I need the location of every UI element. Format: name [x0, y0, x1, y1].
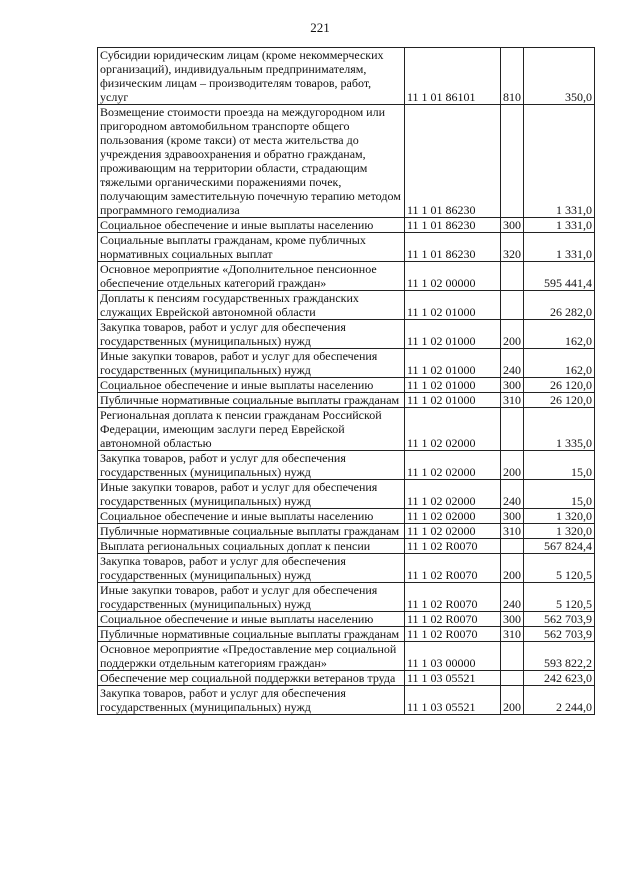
table-row	[98, 262, 595, 291]
row-expense-type-cell: 320	[501, 233, 524, 262]
row-expense-type-cell	[501, 408, 524, 451]
row-expense-type-cell: 300	[501, 218, 524, 233]
row-amount-cell: 1 331,0	[524, 218, 595, 233]
row-expense-type-cell: 810	[501, 48, 524, 105]
row-csr-code-cell: 11 1 02 02000	[405, 480, 501, 509]
row-amount-cell: 26 120,0	[524, 378, 595, 393]
row-csr-code-cell: 11 1 03 05521	[405, 671, 501, 686]
row-csr-code-cell: 11 1 02 02000	[405, 408, 501, 451]
row-amount-cell: 242 623,0	[524, 671, 595, 686]
row-csr-code-cell: 11 1 01 86230	[405, 105, 501, 218]
budget-table	[97, 47, 595, 715]
row-expense-type-cell: 240	[501, 480, 524, 509]
row-name-cell: Закупка товаров, работ и услуг для обеспечения государственных (муниципальных) нужд	[98, 554, 405, 583]
table-row	[98, 393, 595, 408]
table-row	[98, 642, 595, 671]
row-amount-cell: 1 320,0	[524, 509, 595, 524]
row-name-cell: Закупка товаров, работ и услуг для обеспечения государственных (муниципальных) нужд	[98, 320, 405, 349]
row-amount-cell: 1 331,0	[524, 105, 595, 218]
row-name-cell: Социальные выплаты гражданам, кроме публичных нормативных социальных выплат	[98, 233, 405, 262]
table-row	[98, 218, 595, 233]
row-amount-cell: 15,0	[524, 480, 595, 509]
row-expense-type-cell	[501, 105, 524, 218]
row-csr-code-cell: 11 1 02 00000	[405, 262, 501, 291]
row-amount-cell: 1 331,0	[524, 233, 595, 262]
row-expense-type-cell: 310	[501, 524, 524, 539]
row-name-cell: Основное мероприятие «Дополнительное пенсионное обеспечение отдельных категорий граждан»	[98, 262, 405, 291]
row-expense-type-cell: 310	[501, 393, 524, 408]
row-name-cell: Обеспечение мер социальной поддержки ветеранов труда	[98, 671, 405, 686]
row-expense-type-cell: 310	[501, 627, 524, 642]
row-amount-cell: 162,0	[524, 349, 595, 378]
row-amount-cell: 26 120,0	[524, 393, 595, 408]
table-row	[98, 539, 595, 554]
table-row	[98, 627, 595, 642]
table-row	[98, 671, 595, 686]
row-csr-code-cell: 11 1 03 05521	[405, 686, 501, 715]
row-expense-type-cell: 200	[501, 451, 524, 480]
row-amount-cell: 595 441,4	[524, 262, 595, 291]
row-amount-cell: 593 822,2	[524, 642, 595, 671]
table-row	[98, 509, 595, 524]
row-expense-type-cell	[501, 642, 524, 671]
row-csr-code-cell: 11 1 01 86230	[405, 218, 501, 233]
row-amount-cell: 562 703,9	[524, 627, 595, 642]
row-expense-type-cell	[501, 539, 524, 554]
row-csr-code-cell: 11 1 02 R0070	[405, 539, 501, 554]
row-csr-code-cell: 11 1 01 86230	[405, 233, 501, 262]
table-row	[98, 686, 595, 715]
row-expense-type-cell: 200	[501, 686, 524, 715]
row-name-cell: Закупка товаров, работ и услуг для обеспечения государственных (муниципальных) нужд	[98, 451, 405, 480]
row-name-cell: Доплаты к пенсиям государственных гражданских служащих Еврейской автономной области	[98, 291, 405, 320]
row-csr-code-cell: 11 1 02 01000	[405, 349, 501, 378]
table-row	[98, 612, 595, 627]
row-amount-cell: 5 120,5	[524, 583, 595, 612]
row-name-cell: Публичные нормативные социальные выплаты гражданам	[98, 627, 405, 642]
table-row	[98, 408, 595, 451]
row-name-cell: Иные закупки товаров, работ и услуг для обеспечения государственных (муниципальных) нужд	[98, 480, 405, 509]
row-expense-type-cell: 300	[501, 612, 524, 627]
row-amount-cell: 15,0	[524, 451, 595, 480]
row-csr-code-cell: 11 1 02 01000	[405, 378, 501, 393]
budget-table-body	[98, 48, 595, 715]
table-row	[98, 105, 595, 218]
row-name-cell: Иные закупки товаров, работ и услуг для обеспечения государственных (муниципальных) нужд	[98, 349, 405, 378]
row-expense-type-cell: 200	[501, 554, 524, 583]
row-amount-cell: 567 824,4	[524, 539, 595, 554]
row-name-cell: Выплата региональных социальных доплат к пенсии	[98, 539, 405, 554]
row-name-cell: Публичные нормативные социальные выплаты гражданам	[98, 524, 405, 539]
row-csr-code-cell: 11 1 03 00000	[405, 642, 501, 671]
row-csr-code-cell: 11 1 02 R0070	[405, 612, 501, 627]
table-row	[98, 48, 595, 105]
row-expense-type-cell: 200	[501, 320, 524, 349]
row-name-cell: Основное мероприятие «Предоставление мер социальной поддержки отдельным категориям граждан»	[98, 642, 405, 671]
row-amount-cell: 1 335,0	[524, 408, 595, 451]
row-amount-cell: 562 703,9	[524, 612, 595, 627]
row-name-cell: Публичные нормативные социальные выплаты гражданам	[98, 393, 405, 408]
row-csr-code-cell: 11 1 02 01000	[405, 393, 501, 408]
row-csr-code-cell: 11 1 02 02000	[405, 451, 501, 480]
row-name-cell: Закупка товаров, работ и услуг для обеспечения государственных (муниципальных) нужд	[98, 686, 405, 715]
row-expense-type-cell: 240	[501, 583, 524, 612]
row-csr-code-cell: 11 1 02 R0070	[405, 583, 501, 612]
table-row	[98, 291, 595, 320]
row-name-cell: Социальное обеспечение и иные выплаты населению	[98, 612, 405, 627]
row-expense-type-cell	[501, 291, 524, 320]
row-amount-cell: 5 120,5	[524, 554, 595, 583]
row-name-cell: Социальное обеспечение и иные выплаты населению	[98, 218, 405, 233]
row-expense-type-cell: 300	[501, 378, 524, 393]
row-amount-cell: 162,0	[524, 320, 595, 349]
row-csr-code-cell: 11 1 02 R0070	[405, 554, 501, 583]
row-amount-cell: 26 282,0	[524, 291, 595, 320]
page-number: 221	[310, 20, 330, 35]
table-row	[98, 583, 595, 612]
table-row	[98, 554, 595, 583]
row-csr-code-cell: 11 1 01 86101	[405, 48, 501, 105]
row-name-cell: Субсидии юридическим лицам (кроме некоммерческих организаций), индивидуальным предпринимателям, физическим лицам – производителям товаров, работ, услуг	[98, 48, 405, 105]
row-name-cell: Иные закупки товаров, работ и услуг для обеспечения государственных (муниципальных) нужд	[98, 583, 405, 612]
table-row	[98, 233, 595, 262]
row-csr-code-cell: 11 1 02 02000	[405, 524, 501, 539]
row-expense-type-cell	[501, 262, 524, 291]
row-csr-code-cell: 11 1 02 01000	[405, 320, 501, 349]
row-name-cell: Региональная доплата к пенсии гражданам Российской Федерации, имеющим заслуги перед Еврейской автономной областью	[98, 408, 405, 451]
row-expense-type-cell: 240	[501, 349, 524, 378]
table-row	[98, 451, 595, 480]
table-row	[98, 378, 595, 393]
row-csr-code-cell: 11 1 02 01000	[405, 291, 501, 320]
row-expense-type-cell	[501, 671, 524, 686]
table-row	[98, 480, 595, 509]
row-amount-cell: 2 244,0	[524, 686, 595, 715]
table-row	[98, 349, 595, 378]
row-name-cell: Социальное обеспечение и иные выплаты населению	[98, 509, 405, 524]
row-expense-type-cell: 300	[501, 509, 524, 524]
row-name-cell: Социальное обеспечение и иные выплаты населению	[98, 378, 405, 393]
row-csr-code-cell: 11 1 02 02000	[405, 509, 501, 524]
table-row	[98, 524, 595, 539]
row-name-cell: Возмещение стоимости проезда на междугородном или пригородном автомобильном транспорте общего пользования (кроме такси) от места жительства до учреждения здравоохранения и обратно гражданам, проживающим на территории области, страдающим тяжелыми органическими поражениями почек, получающим заместительную почечную терапию методом программного гемодиализа	[98, 105, 405, 218]
table-row	[98, 320, 595, 349]
row-amount-cell: 1 320,0	[524, 524, 595, 539]
row-csr-code-cell: 11 1 02 R0070	[405, 627, 501, 642]
row-amount-cell: 350,0	[524, 48, 595, 105]
